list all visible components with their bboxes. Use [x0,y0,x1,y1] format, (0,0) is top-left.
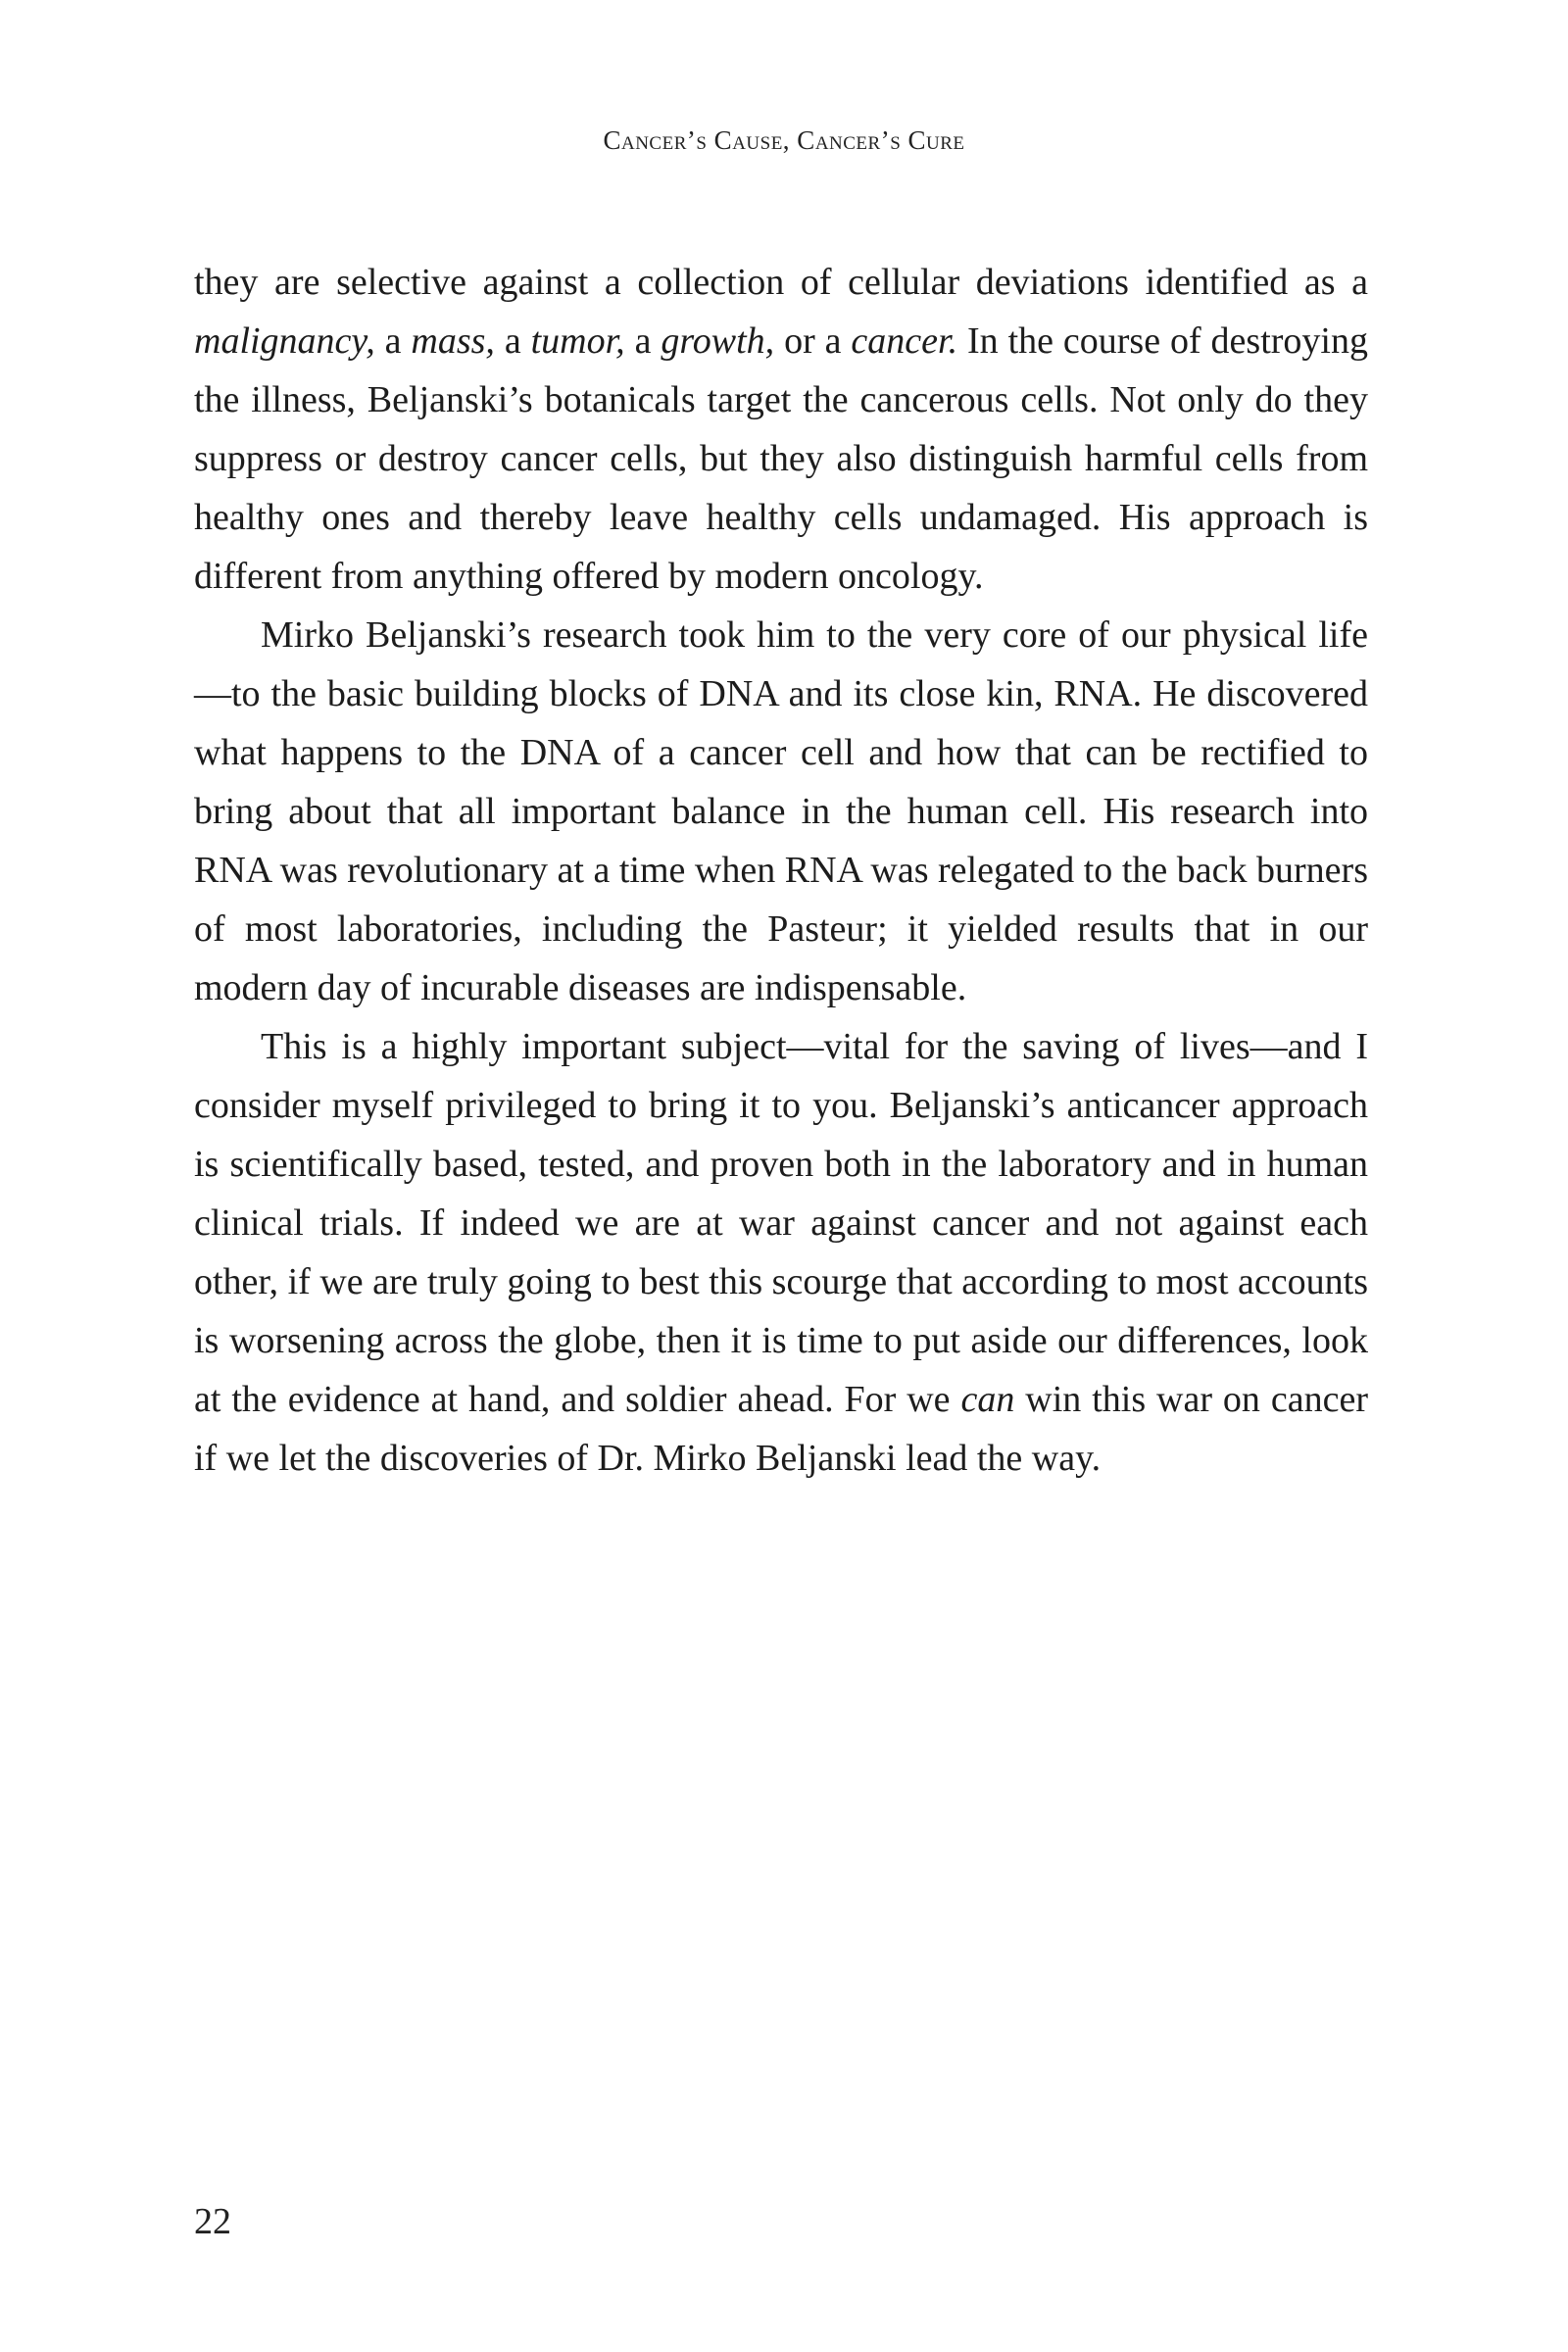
paragraph-2 [194,606,1368,1017]
emphasis-run: mass, [411,320,495,362]
text-run: a [494,320,531,362]
text-run: they are selective against a collection of cellular deviations identified as a [194,262,1368,303]
emphasis-run: can [960,1379,1015,1420]
emphasis-run: tumor, [530,320,625,362]
emphasis-run: cancer. [851,320,958,362]
paragraph-3 [194,1017,1368,1488]
paragraph-1 [194,253,1368,606]
text-run: In the course of destroying the illness, Beljanski’s botanicals target the cancerous cells. Not only do they suppress or destroy cancer cells, but they also distinguish harmful cells from healthy ones and thereby leave healthy cells undamaged. His approach is different from anything offered by modern oncology. [194,320,1368,597]
text-run: This is a highly important subject—vital for the saving of lives—and I consider myself privileged to bring it to you. Beljanski’s anticancer approach is scientifically based, tested, and proven both in the laboratory and in human clinical trials. If indeed we are at war against cancer and not against each other, if we are truly going to best this scourge that according to most accounts is worsening across the globe, then it is time to put aside our differences, look at the evidence at hand, and soldier ahead. For we [194,1026,1368,1420]
page-number: 22 [194,2201,231,2242]
text-run: win this war on cancer if we let the discoveries of Dr. Mirko Beljanski lead the way. [194,1379,1368,1479]
text-run: a [624,320,662,362]
emphasis-run: growth, [661,320,775,362]
text-run: Mirko Beljanski’s research took him to the very core of our physical life—to the basic building blocks of DNA and its close kin, RNA. He discovered what happens to the DNA of a cancer cell and how that can be rectified to bring about that all important balance in the human cell. His research into RNA was revolutionary at a time when RNA was relegated to the back burners of most laboratories, including the Pasteur; it yielded results that in our modern day of incurable diseases are indispensable. [194,614,1368,1008]
body-text [194,253,1368,1488]
running-head: Cancer’s Cause, Cancer’s Cure [603,125,965,155]
emphasis-run: malignancy, [194,320,375,362]
text-run: or a [774,320,852,362]
text-run: a [374,320,412,362]
